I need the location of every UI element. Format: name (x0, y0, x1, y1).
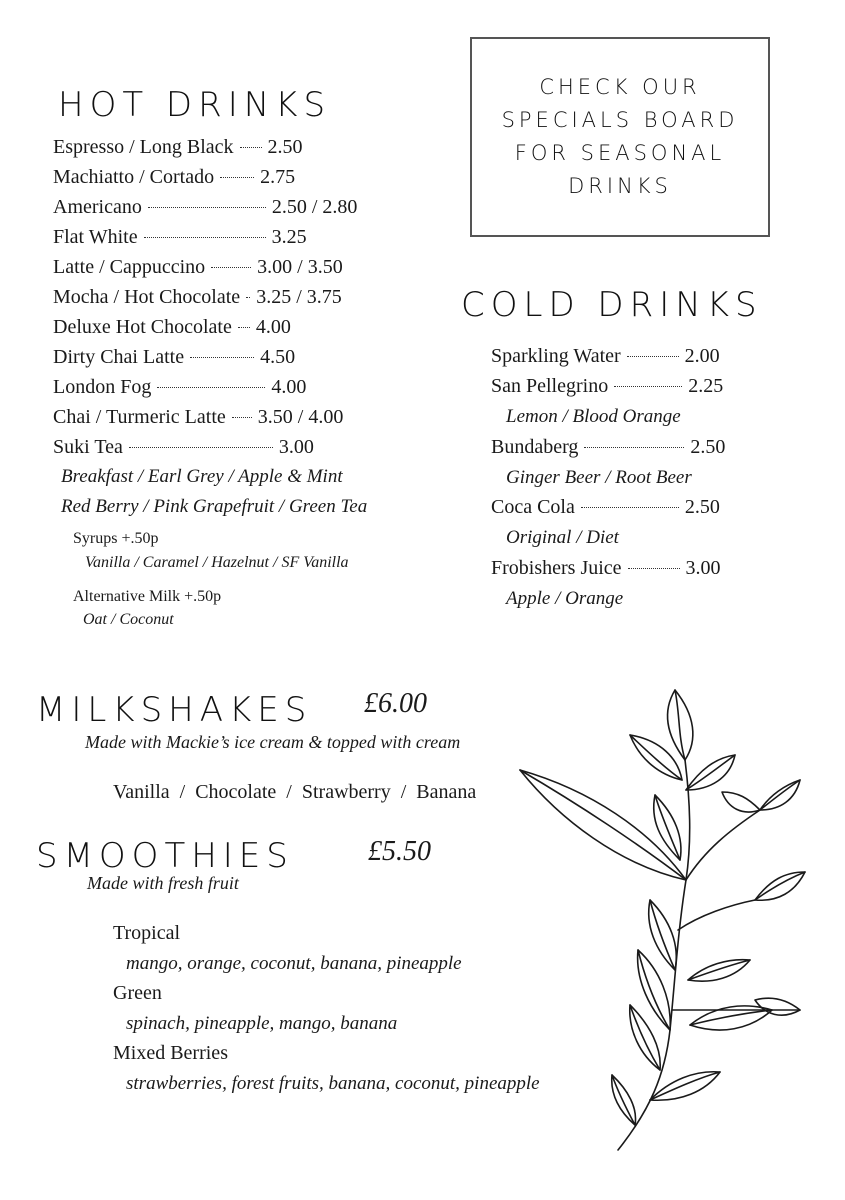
milkshakes-title: MILKSHAKES (36, 690, 313, 730)
item-price: 3.50 / 4.00 (257, 406, 344, 428)
dot-leader (157, 387, 265, 388)
item-price: 3.00 / 3.50 (257, 256, 343, 278)
item-name: Flat White (53, 226, 138, 248)
dot-leader (129, 447, 273, 448)
dot-leader (246, 297, 250, 298)
item-name: Coca Cola (491, 496, 575, 518)
specials-line-2: SPECIALS BOARD (501, 108, 739, 132)
item-variants: Ginger Beer / Root Beer (506, 467, 692, 488)
smoothies-price: £5.50 (368, 836, 431, 867)
item-price: 4.00 (255, 316, 291, 338)
item-name: Sparkling Water (491, 345, 621, 367)
dot-leader (240, 147, 262, 148)
dot-leader (211, 267, 251, 268)
dot-leader (232, 417, 252, 418)
item-name: Dirty Chai Latte (53, 346, 185, 368)
dot-leader (238, 327, 250, 328)
milkshake-flavours: Vanilla / Chocolate / Strawberry / Banana (113, 781, 477, 803)
dot-leader (148, 207, 266, 208)
item-name: Frobishers Juice (491, 557, 622, 579)
menu-item (53, 316, 291, 346)
smoothie-name: Tropical (113, 922, 181, 944)
smoothie-name: Mixed Berries (113, 1042, 228, 1064)
item-name: Mocha / Hot Chocolate (53, 286, 241, 308)
smoothie-ingredients: mango, orange, coconut, banana, pineapple (126, 953, 462, 974)
item-name: San Pellegrino (491, 375, 609, 397)
menu-item (53, 436, 314, 466)
item-price: 4.00 (271, 376, 307, 398)
item-variants: Lemon / Blood Orange (506, 406, 681, 427)
hot-drinks-title: HOT DRINKS (58, 85, 332, 125)
syrups-options: Vanilla / Caramel / Hazelnut / SF Vanilla (85, 554, 349, 571)
smoothie-name: Green (113, 982, 162, 1004)
menu-item (53, 406, 343, 436)
milkshakes-price: £6.00 (364, 688, 427, 719)
item-variants: Original / Diet (506, 527, 619, 548)
menu-item (53, 256, 343, 286)
item-variants: Apple / Orange (506, 588, 624, 609)
item-price: 2.50 / 2.80 (271, 196, 358, 218)
item-name: Bundaberg (491, 436, 579, 458)
specials-line-1: CHECK OUR (539, 75, 701, 99)
item-price: 2.75 (260, 166, 296, 188)
item-name: Suki Tea (53, 436, 123, 458)
menu-item (53, 196, 357, 226)
item-name: Latte / Cappuccino (53, 256, 206, 278)
menu-item (53, 376, 306, 406)
menu-item (53, 286, 342, 316)
menu-item (53, 346, 295, 376)
tea-flavours-line-1: Breakfast / Earl Grey / Apple & Mint (61, 466, 343, 487)
item-name: London Fog (53, 376, 152, 398)
menu-item (491, 557, 721, 587)
menu-item (491, 436, 725, 466)
smoothie-ingredients: spinach, pineapple, mango, banana (126, 1013, 398, 1034)
specials-line-4: DRINKS (568, 174, 672, 198)
dot-leader (628, 568, 680, 569)
milkshakes-description: Made with Mackie’s ice cream & topped with cream (85, 732, 461, 752)
dot-leader (627, 356, 679, 357)
alt-milk-label: Alternative Milk +.50p (73, 588, 222, 605)
item-name: Machiatto / Cortado (53, 166, 215, 188)
item-price: 2.50 (690, 436, 726, 458)
menu-item (53, 226, 307, 256)
item-price: 2.50 (684, 496, 720, 518)
syrups-label: Syrups +.50p (73, 530, 159, 547)
tea-flavours-line-2: Red Berry / Pink Grapefruit / Green Tea (61, 496, 368, 517)
item-price: 3.00 (685, 557, 721, 579)
dot-leader (581, 507, 679, 508)
cold-drinks-title: COLD DRINKS (461, 285, 763, 325)
menu-item (53, 166, 323, 196)
menu-item (53, 136, 323, 166)
dot-leader (220, 177, 254, 178)
dot-leader (614, 386, 682, 387)
item-price: 4.50 (260, 346, 296, 368)
item-price: 2.25 (688, 375, 724, 397)
smoothies-description: Made with fresh fruit (87, 873, 239, 893)
specials-line-3: FOR SEASONAL (514, 141, 726, 165)
item-name: Espresso / Long Black (53, 136, 234, 158)
item-name: Chai / Turmeric Latte (53, 406, 226, 428)
smoothies-title: SMOOTHIES (36, 836, 294, 876)
dot-leader (190, 357, 254, 358)
specials-board-notice (470, 37, 770, 237)
menu-item (491, 496, 720, 526)
item-price: 2.50 (267, 136, 303, 158)
smoothie-ingredients: strawberries, forest fruits, banana, coconut, pineapple (126, 1073, 540, 1094)
menu-item (491, 375, 723, 405)
item-price: 3.25 (271, 226, 307, 248)
item-price: 3.25 / 3.75 (256, 286, 342, 308)
leaf-branch-icon (500, 680, 820, 1160)
item-price: 3.00 (278, 436, 314, 458)
dot-leader (584, 447, 684, 448)
dot-leader (144, 237, 266, 238)
item-price: 2.00 (684, 345, 720, 367)
alt-milk-options: Oat / Coconut (83, 611, 174, 628)
item-name: Americano (53, 196, 142, 218)
item-name: Deluxe Hot Chocolate (53, 316, 232, 338)
menu-item (491, 345, 720, 375)
